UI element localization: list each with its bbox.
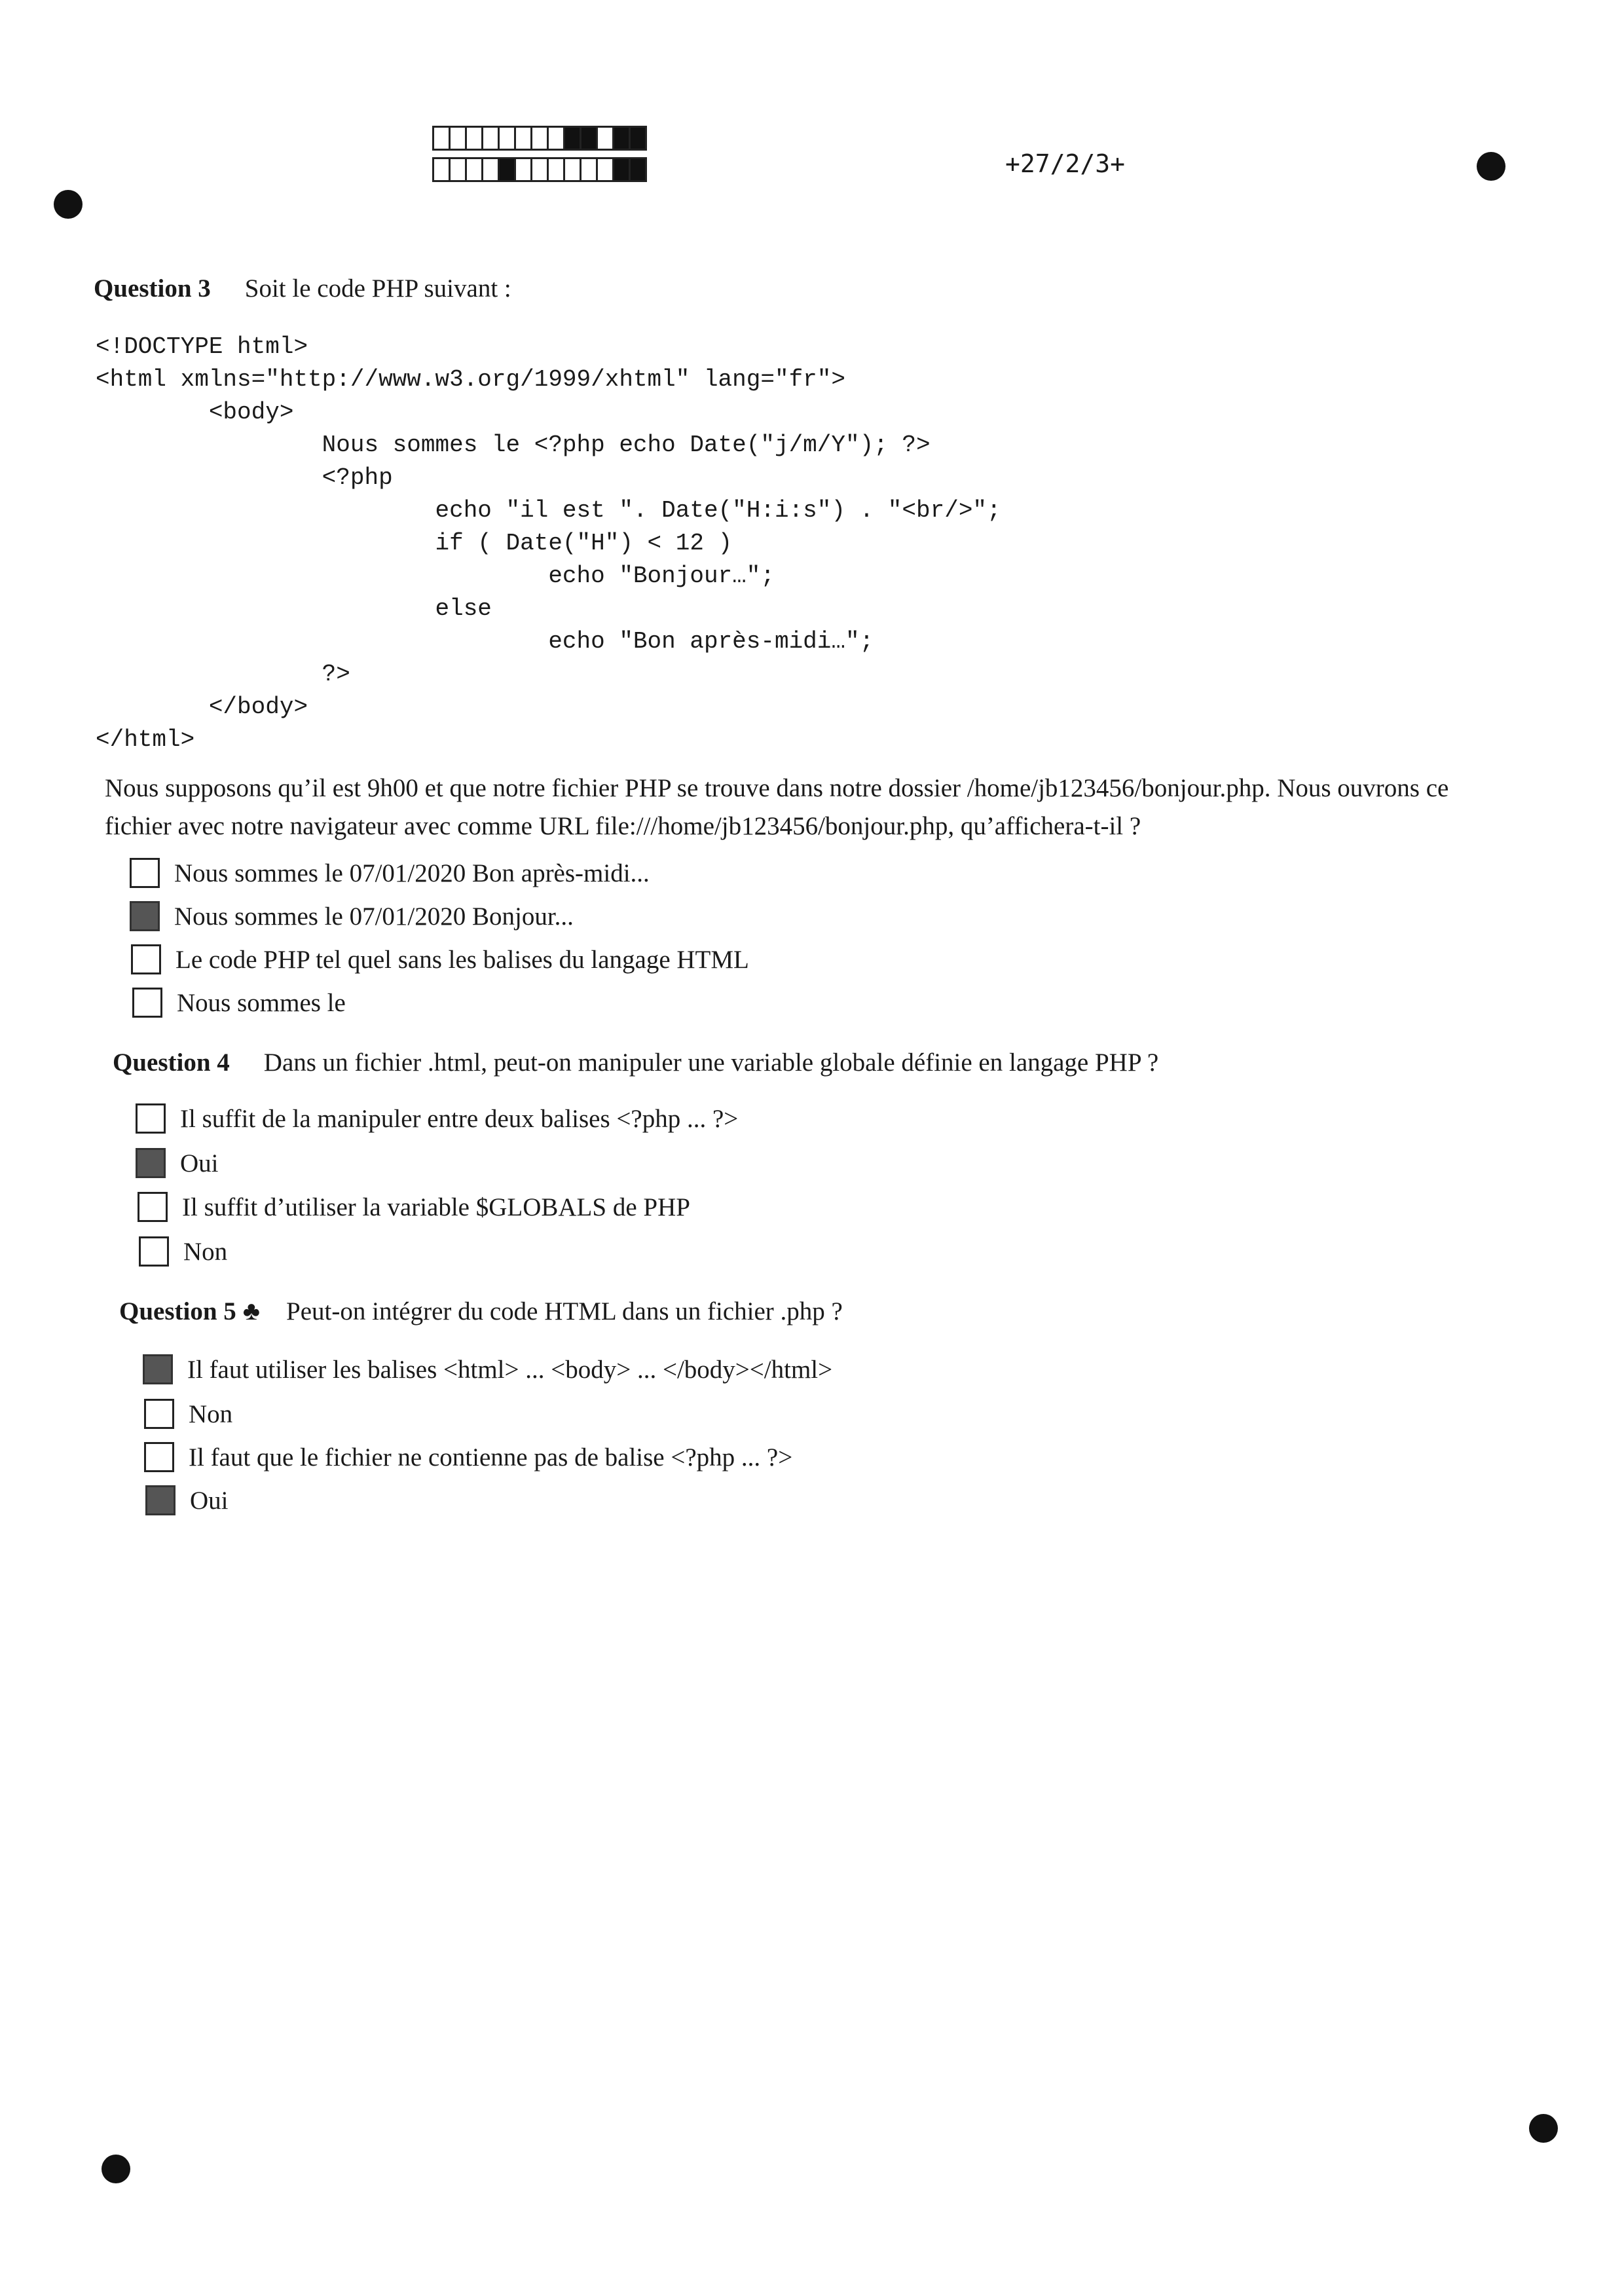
corner-mark-top-right bbox=[1477, 152, 1505, 181]
q5-heading bbox=[119, 1295, 843, 1326]
option-label: Il faut que le fichier ne contienne pas de balise <?php ... ?> bbox=[189, 1443, 793, 1472]
code-row-2 bbox=[432, 157, 645, 182]
code-cell bbox=[481, 126, 500, 151]
code-cell bbox=[530, 126, 549, 151]
checkbox[interactable] bbox=[130, 901, 160, 931]
q4-option-1[interactable] bbox=[136, 1103, 738, 1134]
option-label: Le code PHP tel quel sans les balises du langage HTML bbox=[175, 945, 749, 974]
q5-title: Question 5 bbox=[119, 1297, 236, 1325]
code-row-1 bbox=[432, 126, 645, 151]
code-cell bbox=[563, 157, 581, 182]
code-line: <!DOCTYPE html> bbox=[96, 333, 308, 360]
option-label: Il suffit d’utiliser la variable $GLOBALS de PHP bbox=[182, 1193, 690, 1221]
code-cell bbox=[612, 126, 631, 151]
club-icon: ♣ bbox=[242, 1296, 261, 1325]
code-cell bbox=[547, 126, 565, 151]
corner-mark-top-left bbox=[54, 190, 83, 219]
code-cell bbox=[629, 126, 647, 151]
checkbox[interactable] bbox=[130, 858, 160, 888]
q5-option-4[interactable] bbox=[145, 1485, 229, 1515]
q4-title: Question 4 bbox=[113, 1048, 230, 1077]
code-cell bbox=[449, 157, 467, 182]
option-label: Nous sommes le bbox=[177, 988, 346, 1017]
code-line: echo "il est ". Date("H:i:s") . "<br/>"; bbox=[96, 497, 1001, 524]
checkbox[interactable] bbox=[131, 944, 161, 974]
code-line: if ( Date("H") < 12 ) bbox=[96, 530, 733, 557]
checkbox[interactable] bbox=[136, 1103, 166, 1134]
code-line: Nous sommes le <?php echo Date("j/m/Y"); ?> bbox=[96, 432, 931, 458]
exam-id: +27/2/3+ bbox=[1005, 149, 1126, 178]
checkbox[interactable] bbox=[145, 1485, 175, 1515]
checkbox[interactable] bbox=[144, 1442, 174, 1472]
code-cell bbox=[580, 157, 598, 182]
code-cell bbox=[580, 126, 598, 151]
checkbox[interactable] bbox=[136, 1148, 166, 1178]
checkbox[interactable] bbox=[143, 1354, 173, 1384]
code-cell bbox=[514, 157, 532, 182]
q5-option-2[interactable] bbox=[144, 1399, 232, 1429]
option-label: Non bbox=[189, 1399, 233, 1428]
code-line: <?php bbox=[96, 464, 393, 491]
code-cell bbox=[432, 126, 451, 151]
code-cell bbox=[498, 157, 516, 182]
code-cell bbox=[465, 126, 483, 151]
code-cell bbox=[432, 157, 451, 182]
q4-heading bbox=[113, 1048, 1158, 1077]
code-line: echo "Bonjour…"; bbox=[96, 563, 775, 589]
checkbox[interactable] bbox=[144, 1399, 174, 1429]
checkbox[interactable] bbox=[132, 988, 162, 1018]
code-cell bbox=[547, 157, 565, 182]
checkbox[interactable] bbox=[139, 1236, 169, 1267]
code-line: <html xmlns="http://www.w3.org/1999/xhtml" lang="fr"> bbox=[96, 366, 845, 393]
code-cell bbox=[449, 126, 467, 151]
checkbox[interactable] bbox=[138, 1192, 168, 1222]
code-cell bbox=[481, 157, 500, 182]
code-cell bbox=[596, 126, 614, 151]
option-label: Il faut utiliser les balises <html> ... <body> ... </body></html> bbox=[187, 1355, 833, 1384]
q3-text: Soit le code PHP suivant : bbox=[244, 274, 511, 303]
q3-paragraph: Nous supposons qu’il est 9h00 et que notre fichier PHP se trouve dans notre dossier /home/jb123456/bonjour.php. Nous ouvrons ce fichier avec notre navigateur avec comme URL file:///home/jb123456/bonjour.php, qu’affichera-t-il ? bbox=[105, 774, 1449, 840]
q4-option-4[interactable] bbox=[139, 1236, 227, 1267]
option-label: Il suffit de la manipuler entre deux balises <?php ... ?> bbox=[180, 1104, 739, 1133]
code-line: </html> bbox=[96, 726, 195, 753]
code-cell bbox=[629, 157, 647, 182]
code-cell bbox=[612, 157, 631, 182]
option-label: Non bbox=[183, 1237, 228, 1266]
option-label: Nous sommes le 07/01/2020 Bonjour... bbox=[174, 902, 574, 931]
code-cell bbox=[498, 126, 516, 151]
q4-text: Dans un fichier .html, peut-on manipuler une variable globale définie en langage PHP ? bbox=[263, 1048, 1159, 1077]
q3-title: Question 3 bbox=[94, 274, 211, 303]
option-label: Oui bbox=[190, 1486, 229, 1515]
q3-code bbox=[96, 331, 1001, 756]
corner-mark-bottom-left bbox=[101, 2155, 130, 2183]
option-label: Nous sommes le 07/01/2020 Bon après-midi... bbox=[174, 859, 650, 887]
code-cell bbox=[530, 157, 549, 182]
q4-option-3[interactable] bbox=[138, 1192, 690, 1222]
q3-option-4[interactable] bbox=[132, 988, 346, 1018]
code-cell bbox=[514, 126, 532, 151]
code-cell bbox=[596, 157, 614, 182]
q4-option-2[interactable] bbox=[136, 1148, 219, 1178]
code-line: ?> bbox=[96, 661, 350, 688]
q3-option-3[interactable] bbox=[131, 944, 749, 974]
code-line: else bbox=[96, 595, 492, 622]
q5-option-1[interactable] bbox=[143, 1354, 832, 1384]
option-label: Oui bbox=[180, 1149, 219, 1177]
code-line: </body> bbox=[96, 694, 308, 720]
q5-text: Peut-on intégrer du code HTML dans un fichier .php ? bbox=[286, 1297, 843, 1325]
code-cell bbox=[563, 126, 581, 151]
corner-mark-bottom-right bbox=[1529, 2114, 1558, 2143]
q3-option-2[interactable] bbox=[130, 901, 574, 931]
code-cell bbox=[465, 157, 483, 182]
q5-option-3[interactable] bbox=[144, 1442, 792, 1472]
code-line: <body> bbox=[96, 399, 294, 426]
code-line: echo "Bon après-midi…"; bbox=[96, 628, 874, 655]
q3-option-1[interactable] bbox=[130, 858, 650, 888]
q3-heading bbox=[94, 274, 511, 303]
